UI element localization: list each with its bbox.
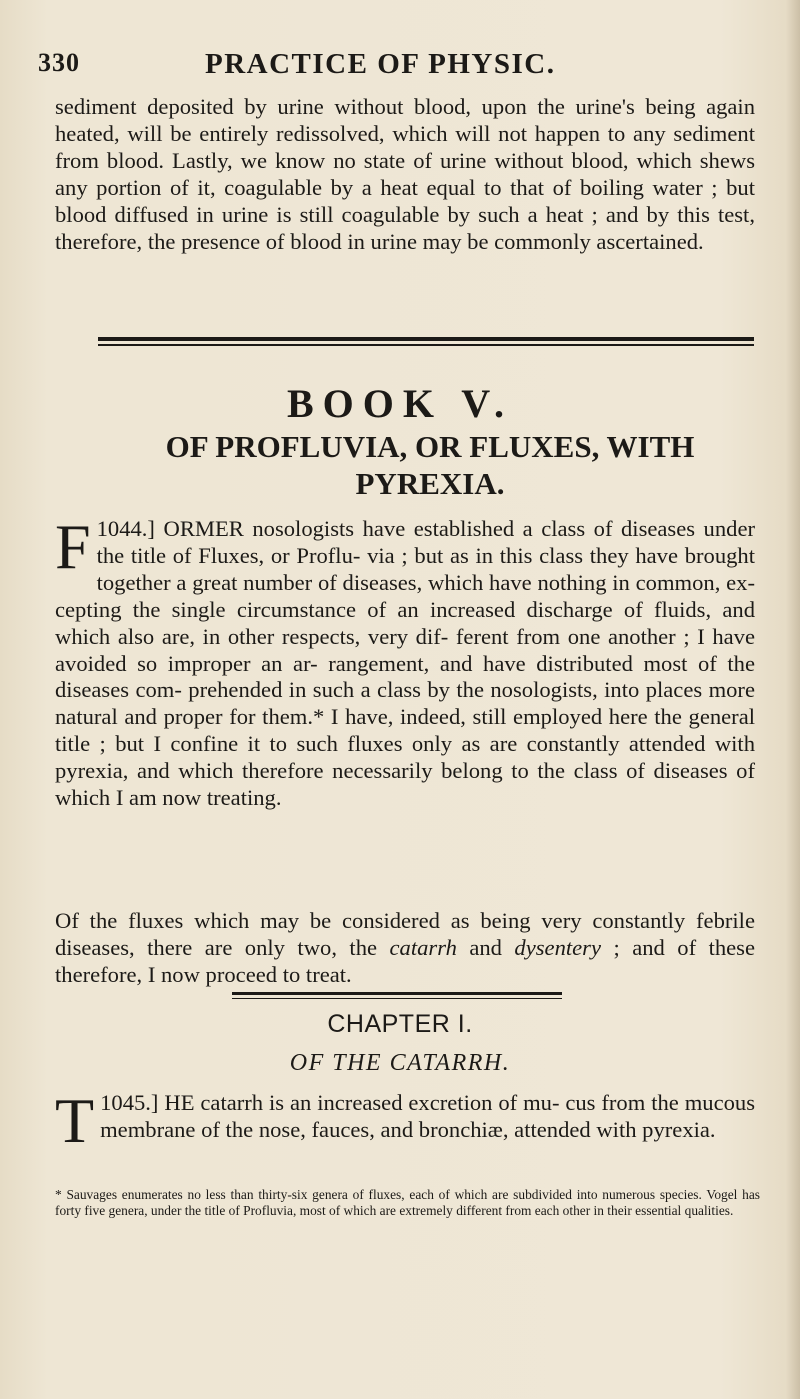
footnote: * Sauvages enumerates no less than thirty-six genera of fluxes, each of which are subdivided into numerous species. Vogel has forty five genera, under the title of Profluvia, most of which are extremely different from each other in their essential qualities. bbox=[55, 1187, 760, 1218]
book-subtitle: OF PROFLUVIA, OR FLUXES, WITH PYREXIA. bbox=[165, 429, 695, 501]
chapter-divider-rule bbox=[232, 992, 562, 999]
section-1044-paragraph bbox=[55, 511, 755, 812]
page-number: 330 bbox=[38, 48, 80, 77]
chapter-subtitle: OF THE CATARRH. bbox=[289, 1050, 511, 1076]
paragraph-text: Of the fluxes which may be considered as being very constantly febrile diseases, there are only two, the bbox=[55, 908, 755, 960]
section-number: 1045.] bbox=[100, 1090, 159, 1115]
section-1044-text: ORMER nosologists have established a class of diseases under the title of Fluxes, or Proflu- via ; but as in this class they have brought together a great number of diseases, which have nothing in common, ex- cepting the single circumstance of an increased discharge of fluids, and which also are, in other respects, very dif- ferent from one another ; I have avoided so improper an ar- rangement, and have distributed most of the diseases com- prehended in such a class by the nosologists, into places more natural and proper for them.* I have, indeed, still employed here the general title ; but I confine it to such fluxes only as are constantly attended with pyrexia, and which therefore necessarily belong to the class of diseases of which I am now treating. bbox=[55, 516, 755, 811]
section-number: 1044.] bbox=[96, 516, 155, 541]
section-1045-text: HE catarrh is an increased excretion of mu- cus from the mucous membrane of the nose, fauces, and bronchiæ, attended with pyrexia. bbox=[100, 1090, 755, 1142]
paragraph-text: ; and of these therefore, I now proceed to treat. bbox=[55, 934, 755, 987]
section-1044-continuation bbox=[55, 908, 755, 989]
running-title: PRACTICE OF PHYSIC. bbox=[205, 48, 556, 80]
book-divider-rule bbox=[98, 337, 754, 346]
chapter-title: CHAPTER I. bbox=[327, 1010, 473, 1038]
paragraph-text: and bbox=[456, 934, 515, 960]
term-catarrh: catarrh bbox=[389, 934, 457, 960]
term-dysentery: dysentery bbox=[514, 934, 601, 960]
intro-paragraph: sediment deposited by urine without blood, upon the urine's being again heated, will be entirely redissolved, which will not happen to any sediment from blood. Lastly, we know no state of urine without blood, which shews any portion of it, coagulable by a heat equal to that of boiling water ; but blood diffused in urine is still coagulable by such a heat ; and by this test, therefore, the presence of blood in urine may be commonly ascertained. bbox=[55, 94, 755, 254]
drop-cap-letter: F bbox=[55, 511, 91, 582]
book-title: BOOK V. bbox=[286, 381, 514, 426]
drop-cap-letter: T bbox=[55, 1085, 95, 1156]
section-1045-paragraph bbox=[55, 1085, 755, 1156]
running-head bbox=[38, 48, 758, 88]
